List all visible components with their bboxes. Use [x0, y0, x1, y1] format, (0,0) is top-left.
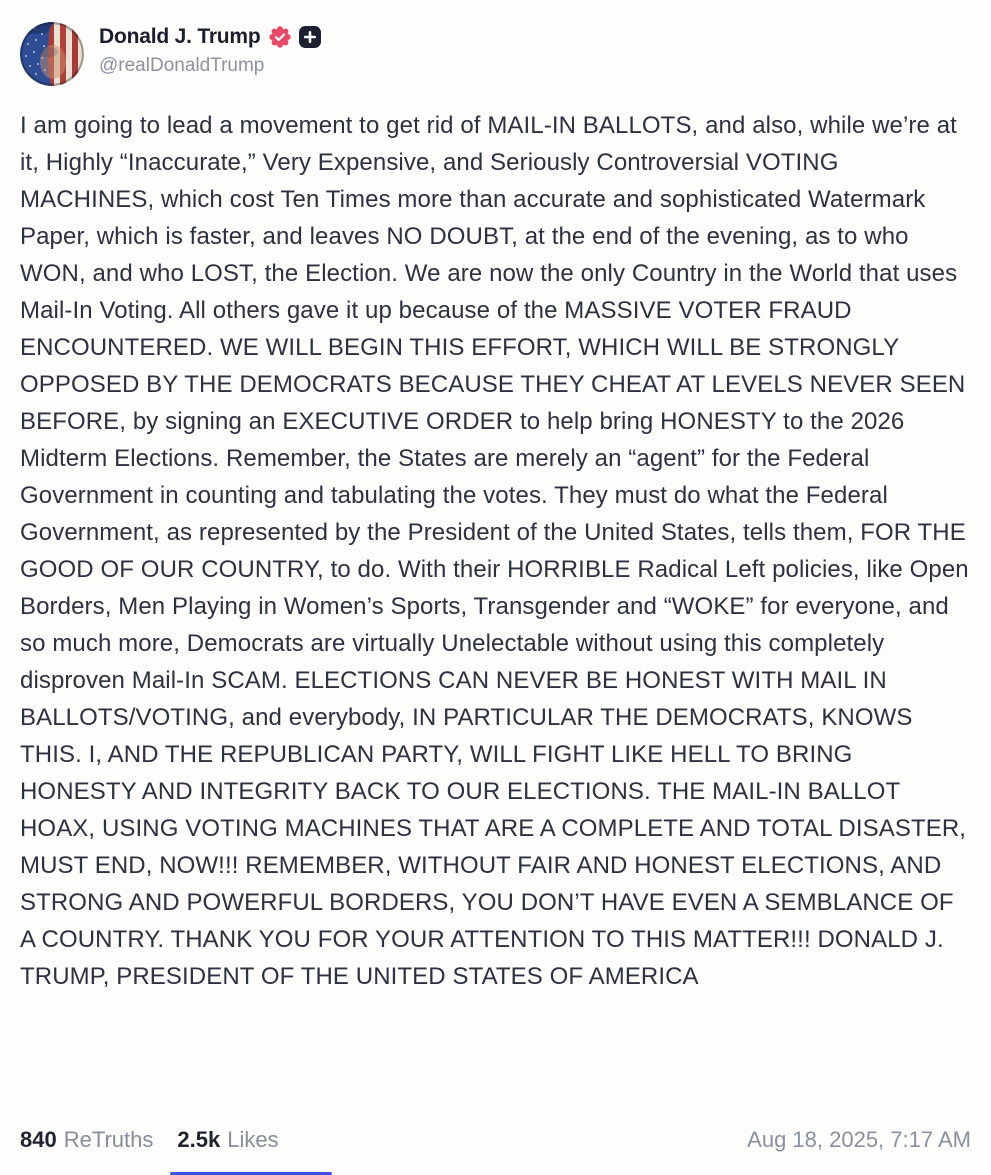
user-handle[interactable]: @realDonaldTrump — [99, 55, 265, 76]
engagement-stats — [20, 1127, 279, 1153]
plus-badge-icon — [299, 26, 321, 48]
timestamp: Aug 18, 2025, 7:17 AM — [747, 1127, 971, 1152]
post-footer — [0, 1127, 991, 1153]
avatar[interactable] — [20, 22, 84, 86]
display-name[interactable]: Donald J. Trump — [99, 25, 261, 48]
post-header — [0, 0, 991, 86]
retruths-label[interactable]: ReTruths — [63, 1127, 154, 1152]
likes-label[interactable]: Likes — [227, 1127, 279, 1152]
likes-count[interactable]: 2.5k — [177, 1127, 221, 1152]
post-body-text: I am going to lead a movement to get rid of MAIL-IN BALLOTS, and also, while we’re at it, Highly “Inaccurate,” Very Expensive, and Seriously Controversial VOTING MACHINES, which cost Ten Times more than accurate and sophisticated Watermark Paper, which is faster, and leaves NO DOUBT, at the end of the evening, as to who WON, and who LOST, the Election. We are now the only Country in the World that uses Mail-In Voting. All others gave it up because of the MASSIVE VOTER FRAUD ENCOUNTERED. WE WILL BEGIN THIS EFFORT, WHICH WILL BE STRONGLY OPPOSED BY THE DEMOCRATS BECAUSE THEY CHEAT AT LEVELS NEVER SEEN BEFORE, by signing an EXECUTIVE ORDER to help bring HONESTY to the 2026 Midterm Elections. Remember, the States are merely an “agent” for the Federal Government in counting and tabulating the votes. They must do what the Federal Government, as represented by the President of the United States, tells them, FOR THE GOOD OF OUR COUNTRY, to do. With their HORRIBLE Radical Left policies, like Open Borders, Men Playing in Women’s Sports, Transgender and “WOKE” for everyone, and so much more, Democrats are virtually Unelectable without using this completely disproven Mail-In SCAM. ELECTIONS CAN NEVER BE HONEST WITH MAIL IN BALLOTS/VOTING, and everybody, IN PARTICULAR THE DEMOCRATS, KNOWS THIS. I, AND THE REPUBLICAN PARTY, WILL FIGHT LIKE HELL TO BRING HONESTY AND INTEGRITY BACK TO OUR ELECTIONS. THE MAIL-IN BALLOT HOAX, USING VOTING MACHINES THAT ARE A COMPLETE AND TOTAL DISASTER, MUST END, NOW!!! REMEMBER, WITHOUT FAIR AND HONEST ELECTIONS, AND STRONG AND POWERFUL BORDERS, YOU DON’T HAVE EVEN A SEMBLANCE OF A COUNTRY. THANK YOU FOR YOUR ATTENTION TO THIS MATTER!!! DONALD J. TRUMP, PRESIDENT OF THE UNITED STATES OF AMERICA — [20, 112, 969, 990]
flag-face-avatar-image — [20, 22, 84, 86]
verified-badge-icon — [269, 26, 291, 48]
author-identity — [99, 22, 321, 77]
retruths-count[interactable]: 840 — [20, 1127, 57, 1152]
